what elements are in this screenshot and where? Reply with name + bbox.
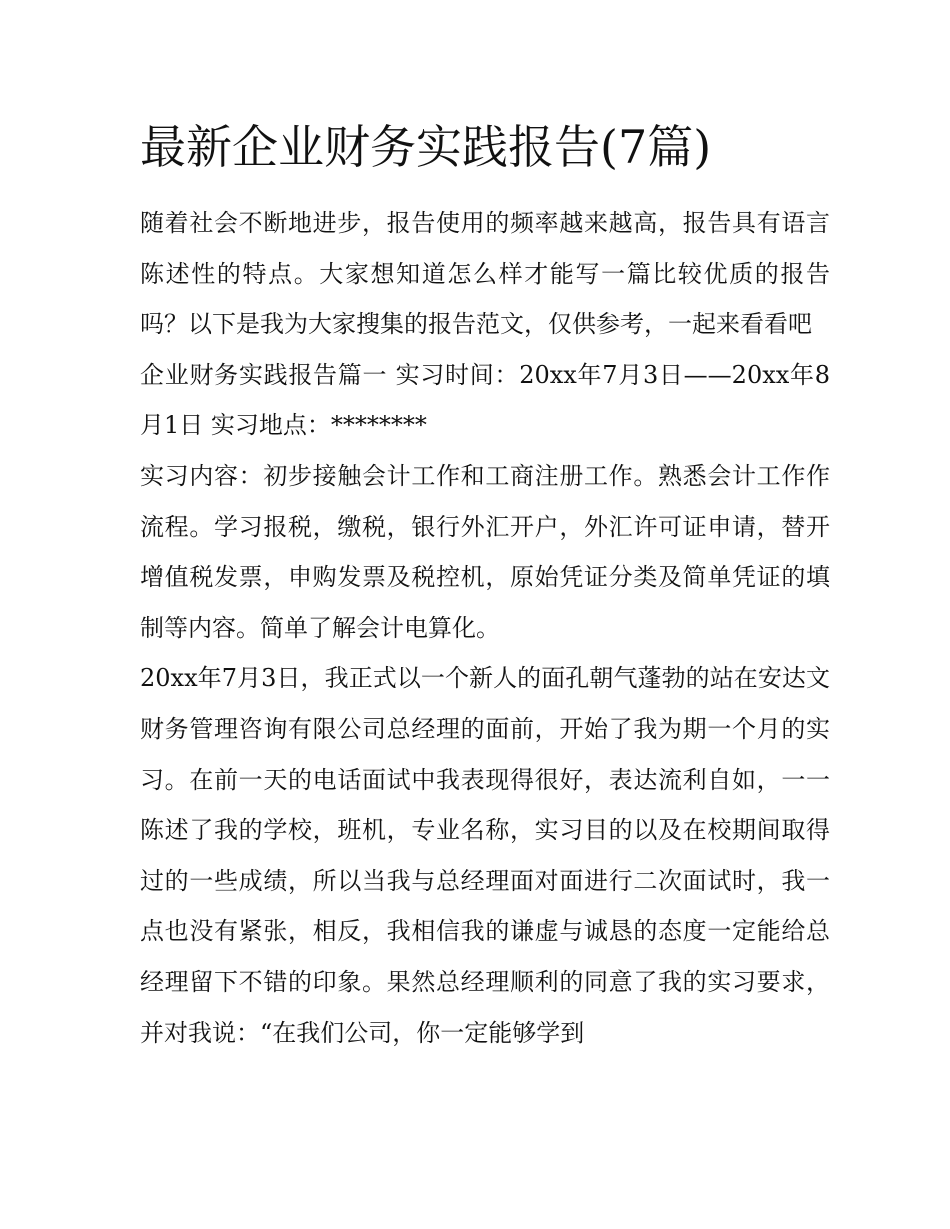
paragraph-internship-narrative: 20xx年7月3日，我正式以一个新人的面孔朝气蓬勃的站在安达文财务管理咨询有限公司总经理的面前，开始了我为期一个月的实习。在前一天的电话面试中我表现得很好，表达流利自如，一一陈述了我的学校，班机，专业名称，实习目的以及在校期间取得过的一些成绩，所以当我与总经理面对面进行二次面试时，我一点也没有紧张，相反，我相信我的谦虚与诚恳的态度一定能给总经理留下不错的印象。果然总经理顺利的同意了我的实习要求，并对我说：“在我们公司，你一定能够学到 <box>140 664 830 1047</box>
paragraph-internship-time-place: 企业财务实践报告篇一 实习时间：20xx年7月3日——20xx年8月1日 实习地点：******** <box>140 360 830 440</box>
document-title: 最新企业财务实践报告(7篇) <box>140 120 712 174</box>
paragraph-intro: 随着社会不断地进步，报告使用的频率越来越高，报告具有语言陈述性的特点。大家想知道怎么样才能写一篇比较优质的报告吗？以下是我为大家搜集的报告范文，仅供参考，一起来看看吧 <box>140 209 830 339</box>
paragraph-internship-content: 实习内容：初步接触会计工作和工商注册工作。熟悉会计工作作流程。学习报税，缴税，银行外汇开户，外汇许可证申请，替开增值税发票，申购发票及税控机，原始凭证分类及简单凭证的填制等内容。简单了解会计电算化。 <box>140 461 830 642</box>
document-body <box>140 198 830 1058</box>
